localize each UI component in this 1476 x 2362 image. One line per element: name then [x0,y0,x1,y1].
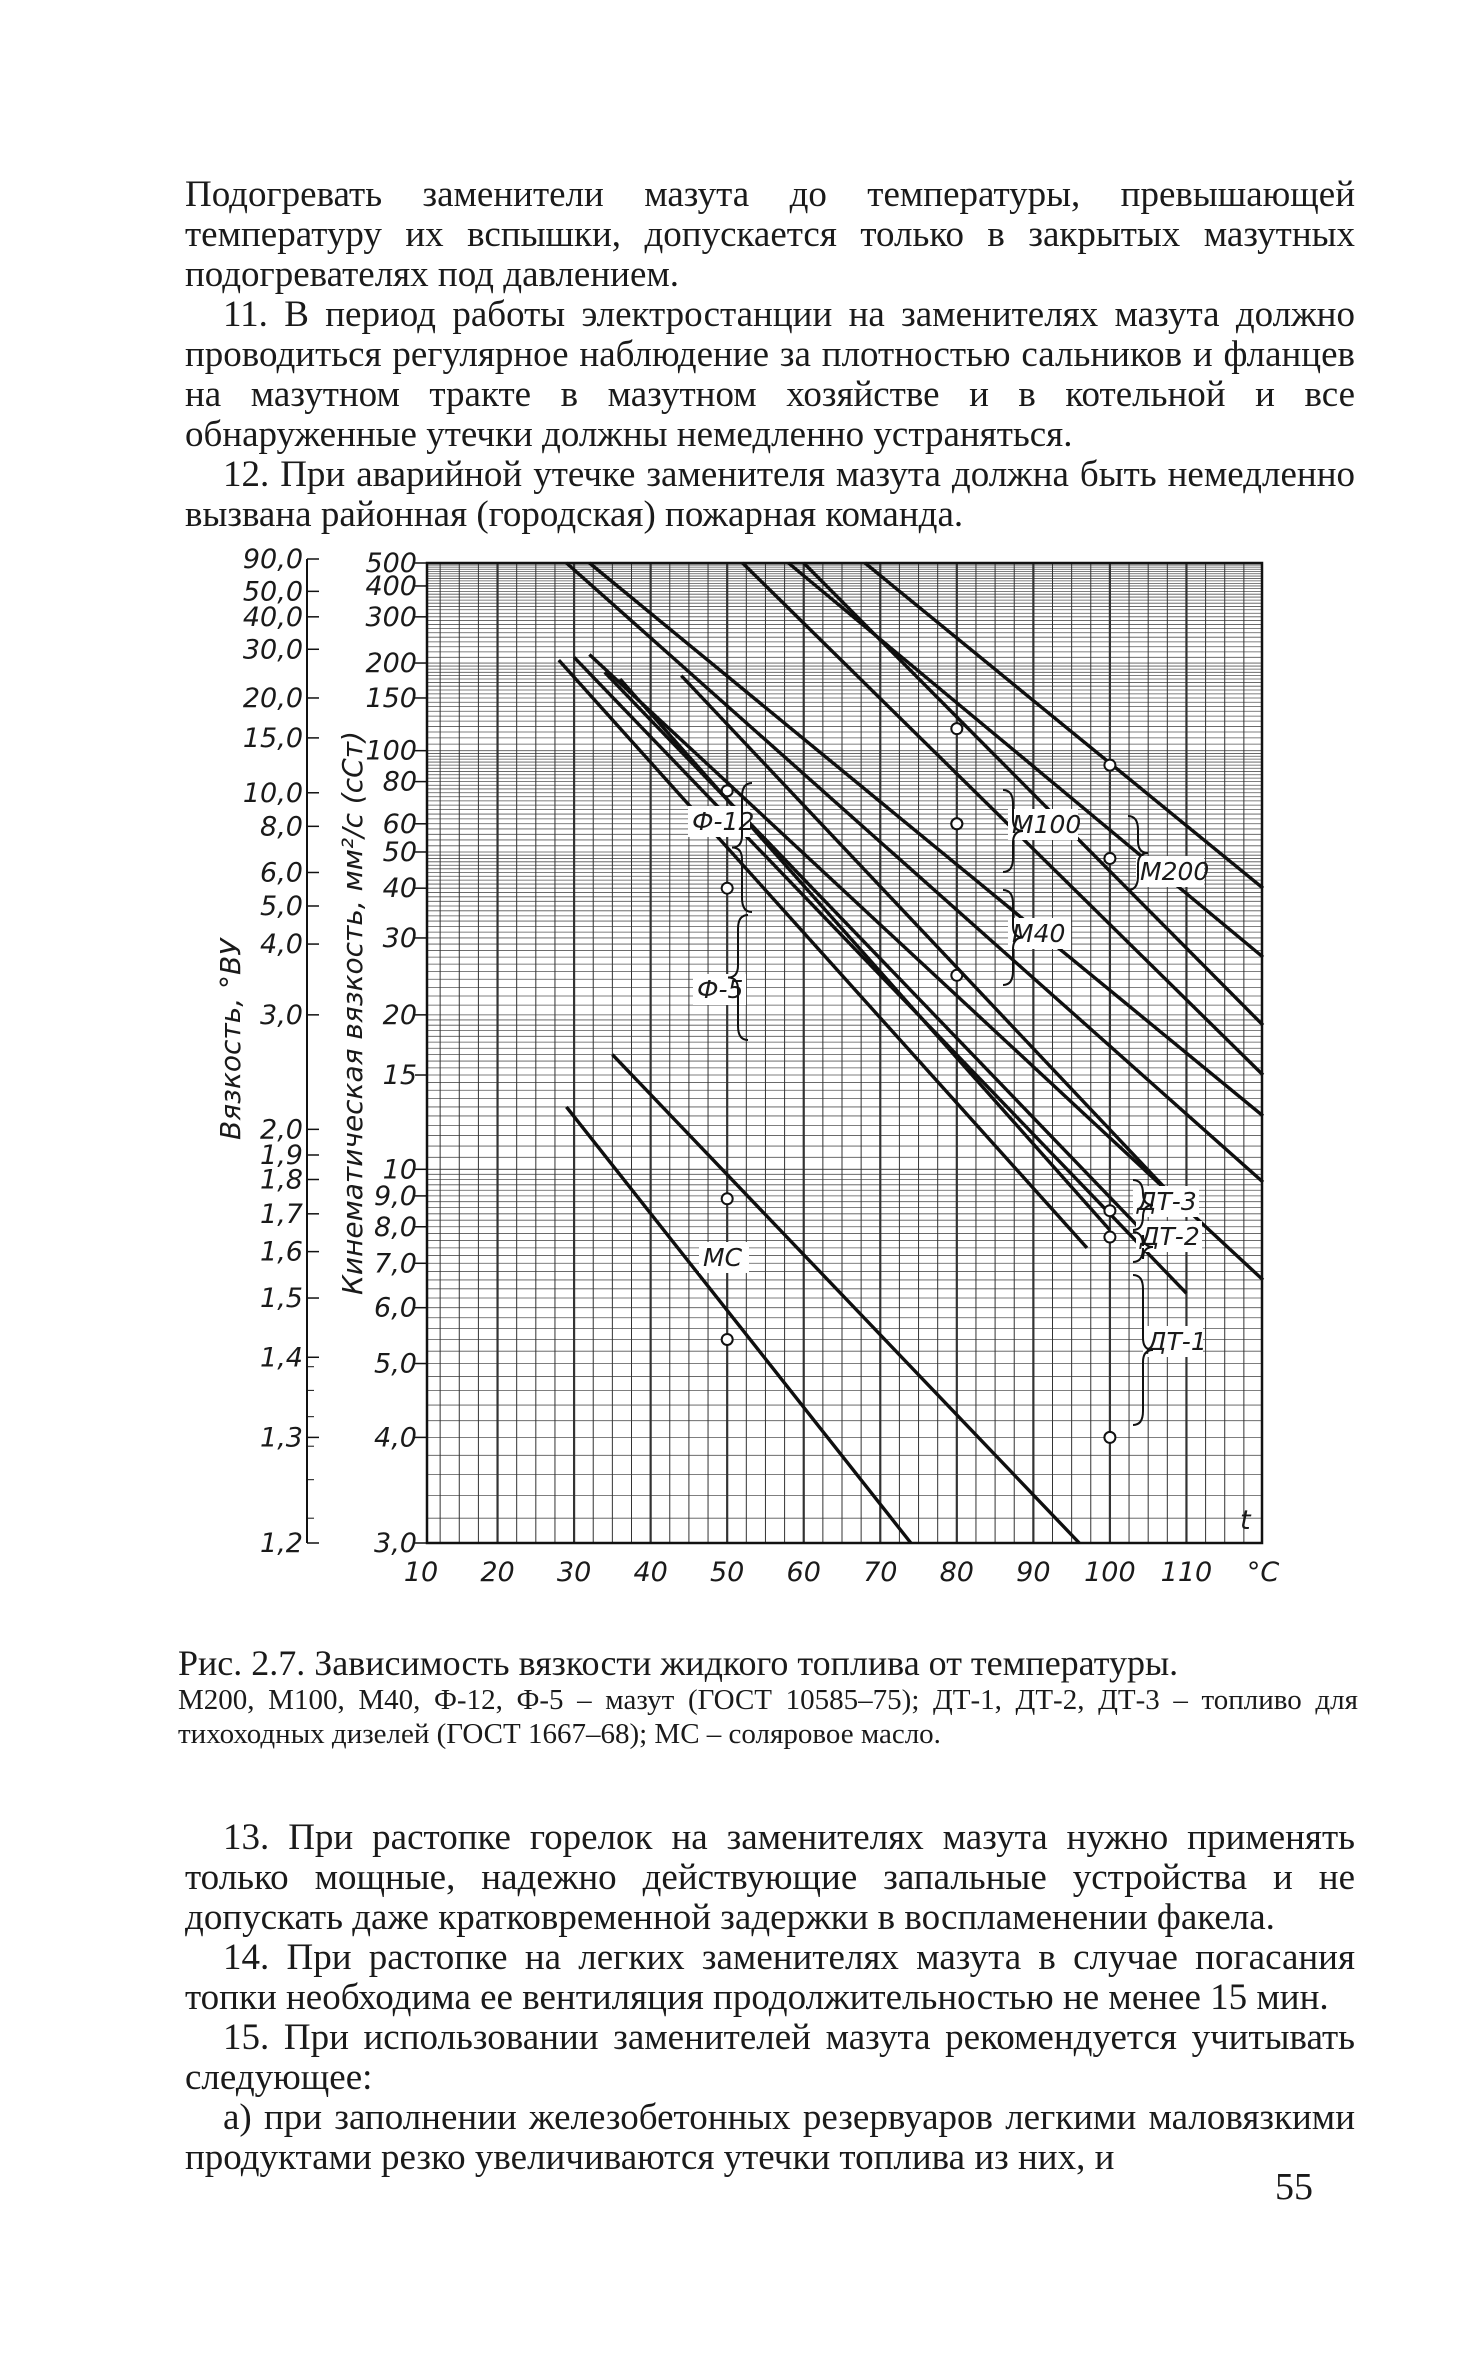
series-point-м100 [951,723,962,734]
vu-tick-label: 8,0 [260,811,303,843]
vu-tick-label: 5,0 [260,890,303,922]
paragraph: 11. В период работы электростанции на заменителях мазута должно проводиться регулярное наблюдение за плотностью сальников и фланцев на мазутном тракте в мазутном хозяйстве и в котельной и все обнаруженные утечки должны немедленно устраняться. [185,294,1355,455]
y-tick-label: 5,0 [374,1348,417,1380]
y-tick-label: 10 [382,1154,417,1186]
y-tick-label: 4,0 [374,1422,417,1454]
vu-tick-label: 1,9 [260,1139,303,1171]
paragraph: 15. При использовании заменителей мазута рекомендуется учитывать следующее: [185,2017,1355,2098]
caption-title: Рис. 2.7. Зависимость вязкости жидкого топлива от температуры. [178,1643,1179,1683]
paragraph: 12. При аварийной утечке заменителя мазута должна быть немедленно вызвана районная (городская) пожарная команда. [185,454,1355,535]
series-point-мс [722,1334,733,1345]
series-point-дт-1 [1104,1432,1115,1443]
series-point-дт-3 [1104,1205,1115,1216]
vu-tick-label: 15,0 [242,722,303,754]
vu-tick-label: 90,0 [242,544,303,575]
x-tick-label: 80 [939,1557,974,1588]
y-tick-label: 8,0 [374,1211,417,1243]
y-tick-label: 6,0 [374,1292,417,1324]
y-tick-label: 7,0 [374,1248,417,1280]
y-axis-title: Кинематическая вязкость, мм²/с (сСт) [336,731,369,1295]
y-tick-label: 400 [365,570,417,602]
vu-tick-label: 2,0 [260,1114,303,1146]
vu-tick-label: 6,0 [260,857,303,889]
x-tick-label: 20 [480,1557,515,1588]
chart-grid [427,563,1262,1543]
y-tick-label: 100 [365,735,417,767]
vu-tick-label: 1,4 [260,1342,303,1374]
x-tick-label: 50 [710,1557,745,1588]
vu-axis [243,544,319,1559]
caption-body: М200, М100, М40, Ф-12, Ф-5 – мазут (ГОСТ 10585–75); ДТ-1, ДТ-2, ДТ-3 – топливо для тихоходных дизелей (ГОСТ 1667–68); МС – соляровое масло. [178,1684,1358,1750]
vu-tick-label: 4,0 [260,929,303,961]
y-tick-label: 3,0 [374,1528,417,1559]
x-tick-label: 40 [633,1557,668,1588]
vu-tick-label: 1,8 [260,1164,303,1196]
vu-tick-label: 40,0 [242,601,303,633]
x-tick-label: 70 [863,1557,898,1588]
y-tick-label: 15 [382,1060,417,1092]
series-line-мс [612,1055,1079,1543]
y-tick-label: 30 [382,922,417,954]
series-label: М100 [1012,810,1082,839]
series-label: ДТ-3 [1137,1187,1197,1216]
x-tick-label: 90 [1016,1557,1051,1588]
paragraph: 14. При растопке на легких заменителях мазута в случае погасания топки необходима ее вентиляция продолжительностью не менее 15 мин. [185,1937,1355,2018]
series-point-дт-2 [1104,1232,1115,1243]
series-point-м40 [951,818,962,829]
series-line-м200 [788,563,1263,957]
series-label: МС [703,1243,743,1272]
series-label: ДТ-2 [1140,1222,1200,1251]
y-tick-label: 500 [365,548,417,579]
x-axis-title: t [1240,1505,1251,1536]
vu-tick-label: 1,6 [260,1236,303,1268]
y-tick-label: 200 [365,648,417,680]
vu-tick-label: 1,3 [260,1422,303,1454]
paragraph: Подогревать заменители мазута до температуры, превышающей температуру их вспышки, допускается только в закрытых мазутных подогревателях под давлением. [185,174,1355,295]
kinematic-axis [365,548,427,1559]
vu-tick-label: 1,2 [260,1528,303,1559]
x-tick-label: °С [1246,1557,1280,1588]
y-tick-label: 20 [382,999,417,1031]
vu-tick-label: 30,0 [242,634,303,666]
vu-tick-label: 3,0 [260,999,303,1031]
series-point-м200 [1104,853,1115,864]
series-label: Ф-5 [697,975,744,1004]
y-tick-label: 60 [382,808,417,840]
y-tick-label: 9,0 [374,1180,417,1212]
x-tick-label: 10 [403,1557,439,1588]
paragraph: 13. При растопке горелок на заменителях мазута нужно применять только мощные, надежно действующие запальные устройства и не допускать даже кратковременной задержки в воспламенении факела. [185,1817,1355,1938]
vu-tick-label: 50,0 [242,576,303,608]
vu-axis-title: Вязкость, °ВУ [214,938,247,1140]
y-tick-label: 80 [382,766,417,798]
x-tick-label: 30 [556,1557,592,1588]
series-point-ф-5 [722,883,733,894]
series-line-м40 [589,563,1263,1116]
x-tick-label: 60 [786,1557,821,1588]
paragraph: а) при заполнении железобетонных резервуаров легкими маловязкими продуктами резко увеличиваются утечки топлива из них, и [185,2097,1355,2178]
y-tick-label: 300 [365,601,417,633]
y-tick-label: 50 [382,836,417,868]
series-point-м200 [1104,760,1115,771]
chart-series [559,563,1263,1543]
y-tick-label: 150 [365,682,417,714]
series-label: ДТ-1 [1147,1327,1207,1356]
series-label: М40 [1012,919,1066,948]
plot-frame [427,563,1262,1543]
series-line-мс [566,1107,910,1543]
y-tick-label: 40 [382,873,417,905]
series-label: М200 [1140,857,1210,886]
vu-tick-label: 10,0 [242,777,303,809]
page-number: 55 [1275,2166,1313,2208]
series-label: Ф-12 [692,807,755,836]
body-text-bottom [185,1818,1355,2178]
series-point-мс [722,1193,733,1204]
vu-tick-label: 20,0 [242,682,303,714]
vu-tick-label: 1,5 [260,1283,303,1315]
x-tick-label: 110 [1160,1557,1213,1588]
figure-caption [178,1643,1358,1751]
x-tick-label: 100 [1084,1557,1136,1588]
vu-tick-label: 1,7 [260,1198,303,1230]
